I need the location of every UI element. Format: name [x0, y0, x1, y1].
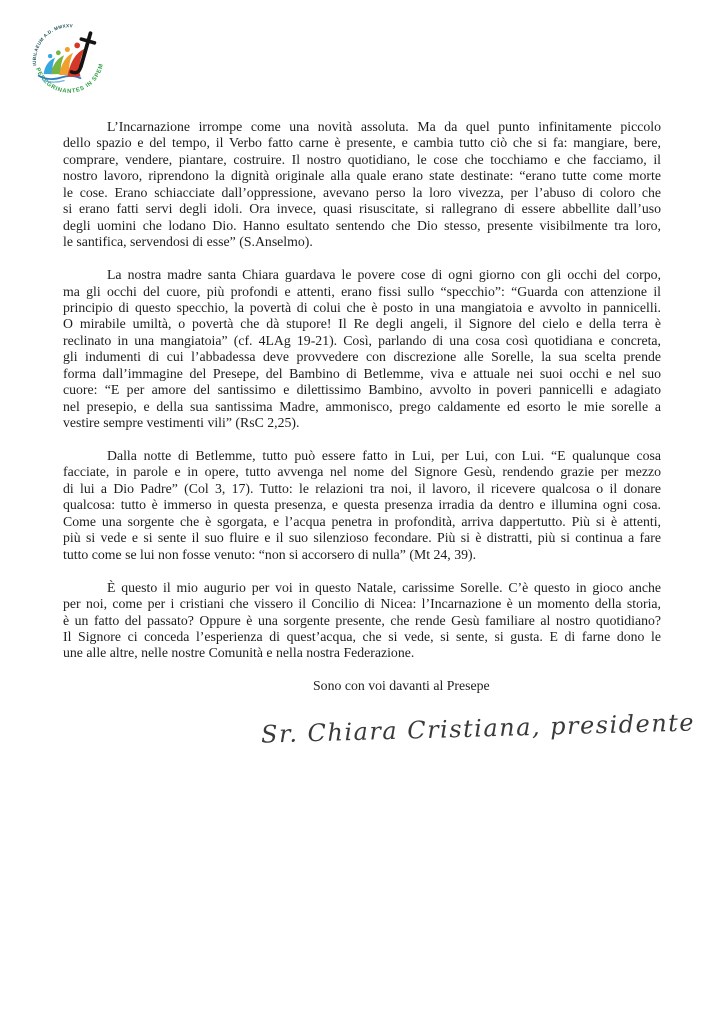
paragraph-line: cuore: “E per amore del santissimo e dilettissimo Bambino, avvolto in poveri pannicelli e adagiato	[63, 382, 661, 398]
jubilee-logo	[28, 20, 110, 102]
closing-line: Sono con voi davanti al Presepe	[313, 678, 490, 694]
paragraph-line: O mirabile umiltà, o povertà che dà stupore! Il Re degli angeli, il Signore del cielo e della terra è	[63, 316, 661, 332]
paragraph-line: si erano fatti servi degli idoli. Ora invece, quasi risuscitate, si rallegrano di essere abbellite dall’uso	[63, 201, 661, 217]
paragraph-line: comprare, vendere, piantare, costruire. Il nostro quotidiano, le cose che tocchiamo e che facciamo, il	[63, 151, 661, 167]
paragraph-line: qualcosa: tutto è immerso in questa presenza, e questa presenza irradia da dentro e illumina ogni cosa.	[63, 497, 661, 513]
letter-body	[63, 119, 696, 749]
paragraph-line: le cose. Erano schiacciate dall’oppressione, avevano perso la loro vivezza, per l’abuso di coloro che	[63, 184, 661, 200]
paragraph-line: ma gli occhi del cuore, più profondi e attenti, erano fissi sullo “specchio”: “Guarda con attenzione il	[63, 283, 661, 299]
paragraph-line: nel presepio, e della sua santissima Madre, ammonisco, prego caldamente ed esorto le mie sorelle a	[63, 398, 661, 414]
paragraph-line: principio di questo specchio, la povertà di colui che è posto in una mangiatoia e avvolto in pannicelli.	[63, 299, 661, 315]
paragraph	[63, 267, 661, 432]
paragraph-line: La nostra madre santa Chiara guardava le povere cose di ogni giorno con gli occhi del corpo,	[107, 267, 661, 283]
paragraph-line: vestire sempre vestimenti vili” (RsC 2,25).	[63, 415, 300, 431]
jubilee-logo-graphic	[28, 20, 110, 102]
paragraph-line: gli indumenti di cui l’abbadessa deve provvedere con discrezione alle Sorelle, la sua scelta prende	[63, 349, 661, 365]
paragraph	[63, 580, 661, 662]
paragraph-line: È questo il mio augurio per voi in questo Natale, carissime Sorelle. C’è questo in gioco anche	[107, 579, 661, 595]
paragraph-line: Come una sorgente che è sgorgata, e l’acqua penetra in profondità, arriva dappertutto. Più si è attenti,	[63, 513, 661, 529]
paragraph-line: è un fatto del passato? Oppure è una sorgente presente, che rende Gesù familiare al nostro quotidiano?	[63, 612, 661, 628]
paragraph-line: tutto come se lui non fosse venuto: “non si accorsero di nulla” (Mt 24, 39).	[63, 546, 477, 562]
paragraph-line: di lui a Dio Padre” (Col 3, 17). Tutto: le relazioni tra noi, il lavoro, il ricevere qualcosa o il donare	[63, 480, 661, 496]
paragraph-line: Dalla notte di Betlemme, tutto può essere fatto in Lui, per Lui, con Lui. “E qualunque cosa	[107, 448, 661, 464]
paragraph-line: nostro lavoro, riprendono la dignità originale alla quale erano state destinate: “erano tutte come morte	[63, 168, 661, 184]
waves-icon	[39, 76, 81, 82]
paragraph-line: forma dall’immagine del Presepe, del Bambino di Betlemme, viva e attuale nei suoi occhi e nel suo	[63, 365, 661, 381]
paragraph-line: per noi, come per i cristiani che vissero il Concilio di Nicea: l’Incarnazione è un momento della storia,	[63, 596, 661, 612]
paragraph	[63, 119, 661, 251]
paragraph-line: L’Incarnazione irrompe come una novità assoluta. Ma da quel punto infinitamente piccolo	[107, 119, 661, 134]
paragraph-line: une alle altre, nelle nostre Comunità e nella nostra Federazione.	[63, 645, 415, 661]
paragraph-line: degli uomini che lodano Dio. Hanno esultato sentendo che Dio stesso, presente visibilmente tra loro,	[63, 217, 661, 233]
paragraph-line: più si vede e si sente il suo fluire e il suo silenzioso fecondare. Più si è distratti, più si continua a fare	[63, 530, 661, 546]
paragraph-line: dello spazio e del tempo, il Verbo fatto carne è presente, e cambia tutto ciò che si fa: mangiare, bere,	[63, 135, 661, 151]
paragraph-line: reclinato in una mangiatoia” (cf. 4LAg 19-21). Così, parlando di una cosa così quotidiana e concreta,	[63, 332, 661, 348]
signature: Sr. Chiara Cristiana, presidente	[260, 708, 696, 749]
paragraph-line: facciate, in parole e in opere, tutto avvenga nel nome del Signore Gesù, rendendo grazie per mezzo	[63, 464, 661, 480]
logo-motto-text: PEREGRINANTES IN SPEM	[34, 62, 106, 95]
logo-top-text: IUBILAEUM A.D. MMXXV	[31, 23, 74, 66]
paragraph-line: Il Signore ci conceda l’esperienza di quest’acqua, che si vede, si sente, si gusta. E di farne dono le	[63, 629, 661, 644]
paragraph	[63, 448, 661, 563]
paragraph-line: le santifica, servendosi di esse” (S.Anselmo).	[63, 234, 313, 250]
